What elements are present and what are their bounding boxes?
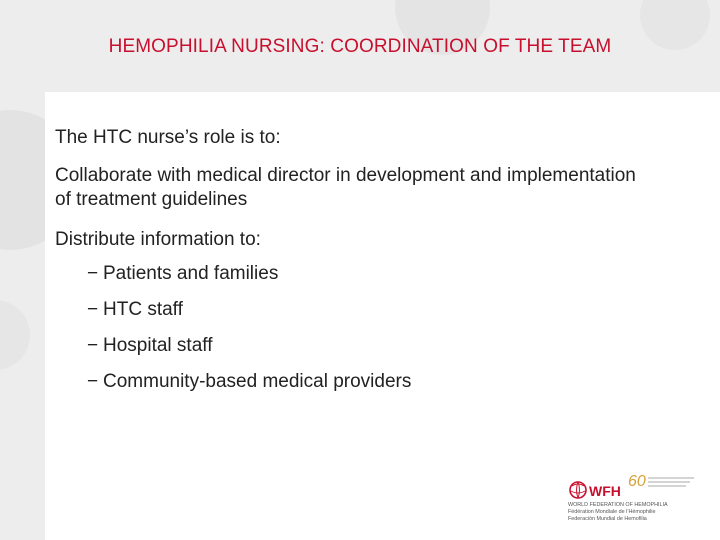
logo-acronym: WFH	[589, 483, 621, 499]
sub-bullet-label: Hospital staff	[103, 335, 213, 356]
background-circle	[0, 300, 30, 370]
slide-title: HEMOPHILIA NURSING: COORDINATION OF THE TEAM	[108, 36, 612, 57]
logo-anniversary: 60	[628, 473, 646, 490]
sub-bullet-item	[87, 298, 183, 322]
bullet-distribute: Distribute information to:	[55, 229, 261, 250]
sub-bullet-label: Community-based medical providers	[103, 371, 412, 392]
intro-text: The HTC nurse’s role is to:	[55, 127, 281, 148]
sub-bullet-label: HTC staff	[103, 299, 183, 320]
dash-icon: −	[87, 299, 99, 320]
dash-icon: −	[87, 263, 99, 284]
dash-icon: −	[87, 335, 99, 356]
sub-bullet-item	[87, 262, 278, 286]
logo-line-1: WORLD FEDERATION OF HEMOPHILIA	[568, 502, 668, 508]
wfh-logo	[568, 468, 698, 524]
dash-icon: −	[87, 371, 99, 392]
logo-line-2: Fédération Mondiale de l’Hémophilie	[568, 509, 656, 515]
sub-bullet-item	[87, 370, 411, 394]
sub-bullet-label: Patients and families	[103, 263, 279, 284]
logo-line-3: Federación Mundial de Hemofilia	[568, 516, 647, 522]
sub-bullet-item	[87, 334, 212, 358]
bullet-collaborate: Collaborate with medical director in development and implementation of treatment guidelines	[55, 165, 636, 210]
